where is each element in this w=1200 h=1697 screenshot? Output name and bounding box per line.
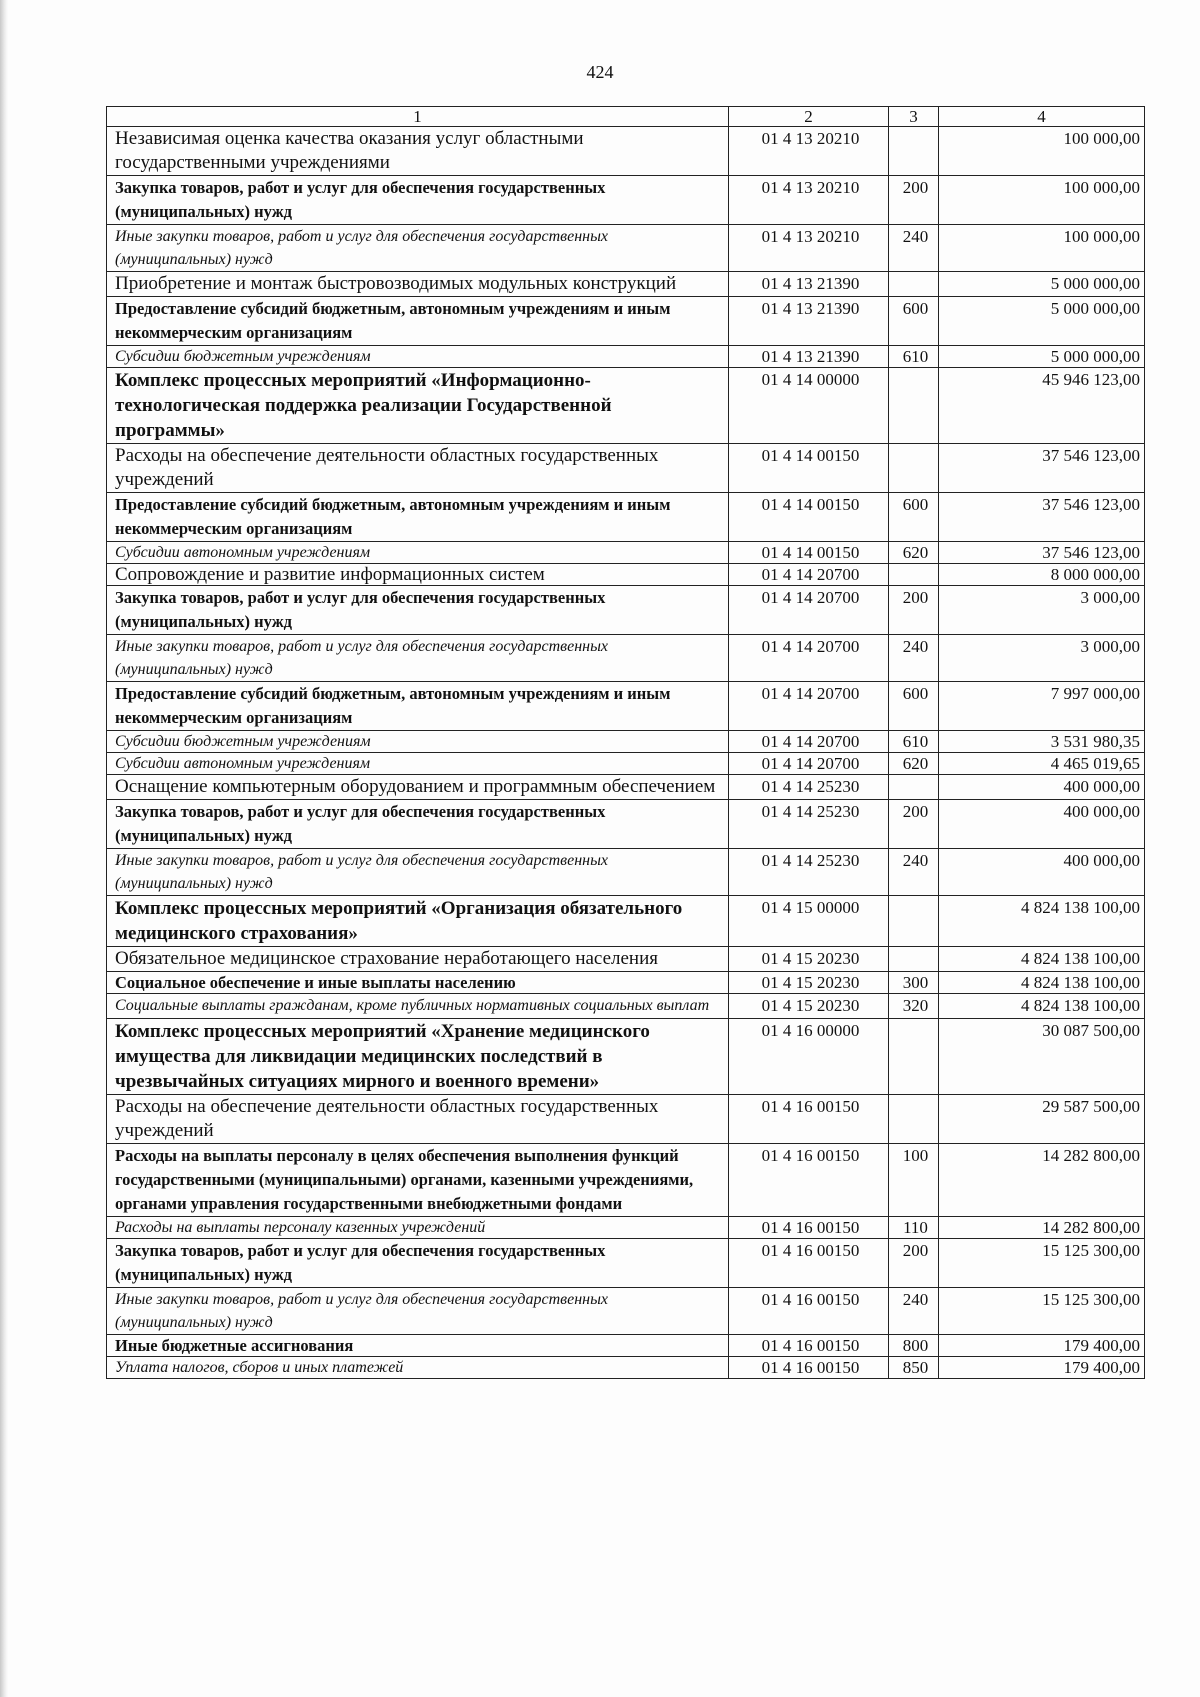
- amount-cell: 400 000,00: [939, 775, 1145, 800]
- target-code-cell: 01 4 14 20700: [729, 564, 889, 586]
- expense-name-cell: Комплекс процессных мероприятий «Информационно-технологическая поддержка реализации Государственной программы»: [107, 368, 729, 444]
- target-code-cell: 01 4 14 00150: [729, 444, 889, 493]
- amount-cell: 4 824 138 100,00: [939, 994, 1145, 1019]
- expense-name-cell: Обязательное медицинское страхование неработающего населения: [107, 947, 729, 972]
- expense-type-cell: 240: [889, 1288, 939, 1335]
- table-row: [107, 1019, 1145, 1095]
- amount-cell: 4 824 138 100,00: [939, 972, 1145, 994]
- expense-type-cell: 320: [889, 994, 939, 1019]
- header-col-1: 1: [107, 107, 729, 127]
- expense-name-cell: Комплекс процессных мероприятий «Организация обязательного медицинского страхования»: [107, 896, 729, 947]
- table-row: [107, 297, 1145, 346]
- amount-cell: 7 997 000,00: [939, 682, 1145, 731]
- target-code-cell: 01 4 16 00150: [729, 1335, 889, 1357]
- table-row: [107, 586, 1145, 635]
- budget-table: [106, 106, 1145, 1379]
- table-row: [107, 896, 1145, 947]
- target-code-cell: 01 4 14 25230: [729, 775, 889, 800]
- expense-name-cell: Расходы на выплаты персоналу казенных учреждений: [107, 1217, 729, 1239]
- target-code-cell: 01 4 16 00150: [729, 1217, 889, 1239]
- expense-type-cell: 240: [889, 225, 939, 272]
- header-col-4: 4: [939, 107, 1145, 127]
- scan-edge-shadow: [0, 0, 8, 1697]
- expense-type-cell: 620: [889, 542, 939, 564]
- amount-cell: 30 087 500,00: [939, 1019, 1145, 1095]
- expense-name-cell: Комплекс процессных мероприятий «Хранение медицинского имущества для ликвидации медицинских последствий в чрезвычайных ситуациях мирного и военного времени»: [107, 1019, 729, 1095]
- target-code-cell: 01 4 14 20700: [729, 635, 889, 682]
- table-row: [107, 800, 1145, 849]
- amount-cell: 400 000,00: [939, 800, 1145, 849]
- target-code-cell: 01 4 13 21390: [729, 297, 889, 346]
- header-col-2: 2: [729, 107, 889, 127]
- amount-cell: 37 546 123,00: [939, 493, 1145, 542]
- amount-cell: 14 282 800,00: [939, 1217, 1145, 1239]
- target-code-cell: 01 4 13 20210: [729, 127, 889, 176]
- table-row: [107, 849, 1145, 896]
- amount-cell: 5 000 000,00: [939, 272, 1145, 297]
- expense-name-cell: Закупка товаров, работ и услуг для обеспечения государственных (муниципальных) нужд: [107, 800, 729, 849]
- target-code-cell: 01 4 14 00150: [729, 542, 889, 564]
- target-code-cell: 01 4 14 20700: [729, 731, 889, 753]
- expense-type-cell: [889, 775, 939, 800]
- expense-name-cell: Сопровождение и развитие информационных систем: [107, 564, 729, 586]
- target-code-cell: 01 4 14 25230: [729, 849, 889, 896]
- amount-cell: 5 000 000,00: [939, 346, 1145, 368]
- table-row: [107, 444, 1145, 493]
- header-col-3: 3: [889, 107, 939, 127]
- expense-name-cell: Субсидии автономным учреждениям: [107, 542, 729, 564]
- target-code-cell: 01 4 16 00150: [729, 1288, 889, 1335]
- target-code-cell: 01 4 14 25230: [729, 800, 889, 849]
- expense-type-cell: [889, 127, 939, 176]
- amount-cell: 4 465 019,65: [939, 753, 1145, 775]
- table-row: [107, 542, 1145, 564]
- table-row: [107, 493, 1145, 542]
- target-code-cell: 01 4 13 21390: [729, 272, 889, 297]
- expense-name-cell: Расходы на обеспечение деятельности областных государственных учреждений: [107, 1095, 729, 1144]
- target-code-cell: 01 4 15 20230: [729, 994, 889, 1019]
- amount-cell: 4 824 138 100,00: [939, 947, 1145, 972]
- amount-cell: 14 282 800,00: [939, 1144, 1145, 1217]
- expense-type-cell: 610: [889, 731, 939, 753]
- table-row: [107, 368, 1145, 444]
- expense-type-cell: 300: [889, 972, 939, 994]
- target-code-cell: 01 4 16 00150: [729, 1239, 889, 1288]
- expense-type-cell: 600: [889, 297, 939, 346]
- expense-name-cell: Иные закупки товаров, работ и услуг для обеспечения государственных (муниципальных) нужд: [107, 635, 729, 682]
- expense-name-cell: Расходы на выплаты персоналу в целях обеспечения выполнения функций государственными (муниципальными) органами, казенными учреждениями, органами управления государственными внебюджетными фондами: [107, 1144, 729, 1217]
- amount-cell: 400 000,00: [939, 849, 1145, 896]
- target-code-cell: 01 4 15 00000: [729, 896, 889, 947]
- expense-type-cell: [889, 444, 939, 493]
- amount-cell: 4 824 138 100,00: [939, 896, 1145, 947]
- table-row: [107, 176, 1145, 225]
- target-code-cell: 01 4 14 00150: [729, 493, 889, 542]
- expense-name-cell: Социальные выплаты гражданам, кроме публичных нормативных социальных выплат: [107, 994, 729, 1019]
- target-code-cell: 01 4 13 20210: [729, 225, 889, 272]
- table-row: [107, 1288, 1145, 1335]
- expense-type-cell: 240: [889, 635, 939, 682]
- expense-name-cell: Закупка товаров, работ и услуг для обеспечения государственных (муниципальных) нужд: [107, 1239, 729, 1288]
- table-row: [107, 272, 1145, 297]
- expense-type-cell: 200: [889, 800, 939, 849]
- target-code-cell: 01 4 15 20230: [729, 947, 889, 972]
- amount-cell: 45 946 123,00: [939, 368, 1145, 444]
- expense-type-cell: 800: [889, 1335, 939, 1357]
- amount-cell: 37 546 123,00: [939, 542, 1145, 564]
- table-row: [107, 682, 1145, 731]
- expense-type-cell: 850: [889, 1357, 939, 1379]
- expense-type-cell: [889, 272, 939, 297]
- table-row: [107, 753, 1145, 775]
- expense-name-cell: Субсидии автономным учреждениям: [107, 753, 729, 775]
- expense-name-cell: Иные закупки товаров, работ и услуг для обеспечения государственных (муниципальных) нужд: [107, 1288, 729, 1335]
- table-row: [107, 1335, 1145, 1357]
- expense-name-cell: Независимая оценка качества оказания услуг областными государственными учреждениями: [107, 127, 729, 176]
- amount-cell: 15 125 300,00: [939, 1288, 1145, 1335]
- table-row: [107, 994, 1145, 1019]
- expense-name-cell: Субсидии бюджетным учреждениям: [107, 731, 729, 753]
- expense-type-cell: 200: [889, 586, 939, 635]
- amount-cell: 3 000,00: [939, 586, 1145, 635]
- expense-type-cell: 200: [889, 176, 939, 225]
- target-code-cell: 01 4 16 00000: [729, 1019, 889, 1095]
- expense-name-cell: Предоставление субсидий бюджетным, автономным учреждениям и иным некоммерческим организациям: [107, 682, 729, 731]
- expense-name-cell: Иные закупки товаров, работ и услуг для обеспечения государственных (муниципальных) нужд: [107, 849, 729, 896]
- target-code-cell: 01 4 16 00150: [729, 1144, 889, 1217]
- table-row: [107, 1239, 1145, 1288]
- amount-cell: 3 000,00: [939, 635, 1145, 682]
- table-row: [107, 1095, 1145, 1144]
- expense-name-cell: Оснащение компьютерным оборудованием и программным обеспечением: [107, 775, 729, 800]
- expense-type-cell: [889, 1019, 939, 1095]
- amount-cell: 37 546 123,00: [939, 444, 1145, 493]
- table-row: [107, 635, 1145, 682]
- table-row: [107, 564, 1145, 586]
- amount-cell: 179 400,00: [939, 1335, 1145, 1357]
- target-code-cell: 01 4 13 20210: [729, 176, 889, 225]
- table-row: [107, 775, 1145, 800]
- expense-name-cell: Иные бюджетные ассигнования: [107, 1335, 729, 1357]
- target-code-cell: 01 4 14 20700: [729, 586, 889, 635]
- expense-type-cell: 240: [889, 849, 939, 896]
- amount-cell: 3 531 980,35: [939, 731, 1145, 753]
- amount-cell: 15 125 300,00: [939, 1239, 1145, 1288]
- expense-type-cell: 600: [889, 493, 939, 542]
- amount-cell: 100 000,00: [939, 176, 1145, 225]
- target-code-cell: 01 4 13 21390: [729, 346, 889, 368]
- expense-type-cell: [889, 1095, 939, 1144]
- expense-name-cell: Закупка товаров, работ и услуг для обеспечения государственных (муниципальных) нужд: [107, 176, 729, 225]
- page-number: 424: [586, 62, 614, 82]
- expense-name-cell: Субсидии бюджетным учреждениям: [107, 346, 729, 368]
- expense-type-cell: 100: [889, 1144, 939, 1217]
- expense-name-cell: Приобретение и монтаж быстровозводимых модульных конструкций: [107, 272, 729, 297]
- target-code-cell: 01 4 14 20700: [729, 753, 889, 775]
- table-row: [107, 127, 1145, 176]
- amount-cell: 29 587 500,00: [939, 1095, 1145, 1144]
- expense-name-cell: Предоставление субсидий бюджетным, автономным учреждениям и иным некоммерческим организациям: [107, 493, 729, 542]
- expense-name-cell: Предоставление субсидий бюджетным, автономным учреждениям и иным некоммерческим организациям: [107, 297, 729, 346]
- table-row: [107, 1144, 1145, 1217]
- amount-cell: 100 000,00: [939, 225, 1145, 272]
- table-header-row: [107, 107, 1145, 127]
- table-row: [107, 972, 1145, 994]
- expense-type-cell: 620: [889, 753, 939, 775]
- expense-type-cell: [889, 368, 939, 444]
- expense-type-cell: 610: [889, 346, 939, 368]
- target-code-cell: 01 4 16 00150: [729, 1357, 889, 1379]
- expense-type-cell: 110: [889, 1217, 939, 1239]
- expense-name-cell: Социальное обеспечение и иные выплаты населению: [107, 972, 729, 994]
- target-code-cell: 01 4 14 20700: [729, 682, 889, 731]
- amount-cell: 5 000 000,00: [939, 297, 1145, 346]
- table-row: [107, 731, 1145, 753]
- target-code-cell: 01 4 16 00150: [729, 1095, 889, 1144]
- table-row: [107, 346, 1145, 368]
- expense-type-cell: 200: [889, 1239, 939, 1288]
- table-row: [107, 1357, 1145, 1379]
- amount-cell: 100 000,00: [939, 127, 1145, 176]
- amount-cell: 8 000 000,00: [939, 564, 1145, 586]
- expense-name-cell: Уплата налогов, сборов и иных платежей: [107, 1357, 729, 1379]
- amount-cell: 179 400,00: [939, 1357, 1145, 1379]
- table-row: [107, 947, 1145, 972]
- table-row: [107, 225, 1145, 272]
- expense-name-cell: Иные закупки товаров, работ и услуг для обеспечения государственных (муниципальных) нужд: [107, 225, 729, 272]
- target-code-cell: 01 4 15 20230: [729, 972, 889, 994]
- expense-type-cell: [889, 896, 939, 947]
- table-row: [107, 1217, 1145, 1239]
- expense-type-cell: [889, 947, 939, 972]
- target-code-cell: 01 4 14 00000: [729, 368, 889, 444]
- expense-name-cell: Закупка товаров, работ и услуг для обеспечения государственных (муниципальных) нужд: [107, 586, 729, 635]
- expense-type-cell: [889, 564, 939, 586]
- expense-type-cell: 600: [889, 682, 939, 731]
- table-body: [107, 127, 1145, 1379]
- expense-name-cell: Расходы на обеспечение деятельности областных государственных учреждений: [107, 444, 729, 493]
